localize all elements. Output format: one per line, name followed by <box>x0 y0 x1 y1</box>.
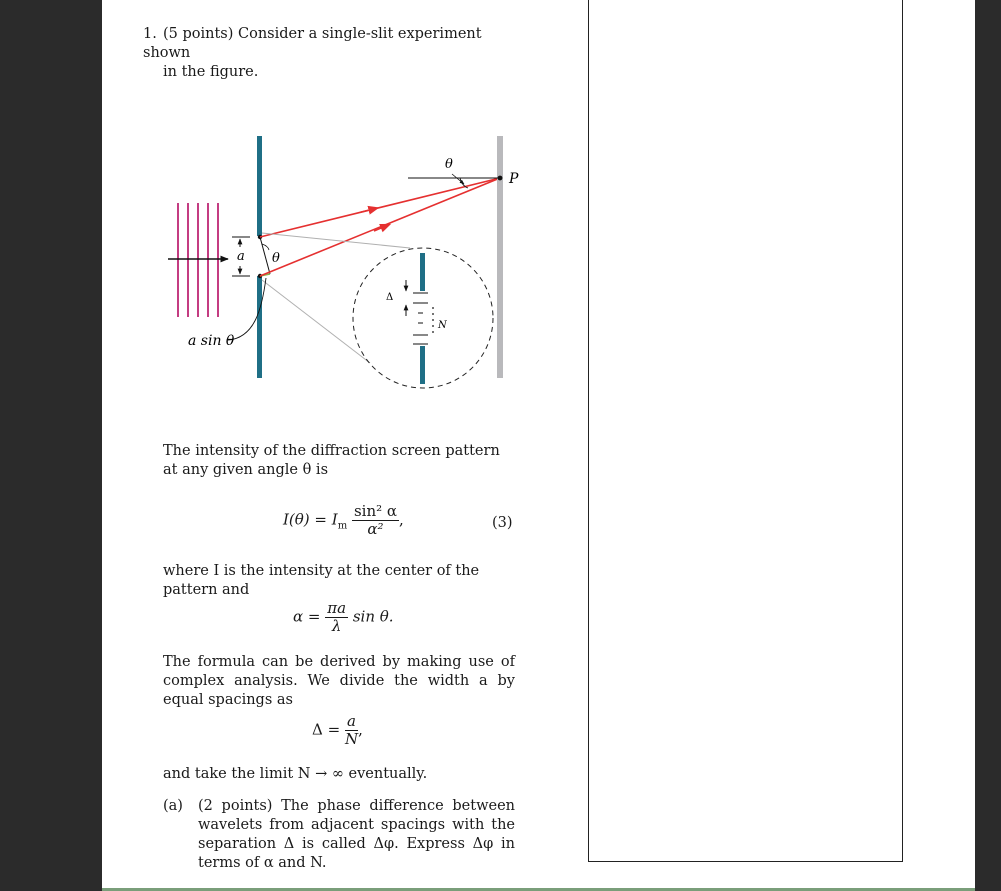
subquestion-a-label: (a) <box>163 798 183 814</box>
delta-tail: , <box>358 720 363 739</box>
zoom-guide-bottom <box>262 280 370 363</box>
equation-delta <box>312 713 363 748</box>
point-P-label: P <box>509 171 519 187</box>
delta-numerator: a <box>345 713 358 731</box>
paragraph-limit: and take the limit N → ∞ eventually. <box>163 766 428 782</box>
equation-alpha <box>293 600 394 635</box>
alpha-lhs: α = <box>293 607 321 626</box>
slit-width-label: a <box>237 249 245 264</box>
question-number: 1. <box>143 26 157 42</box>
slit-angle-label: θ <box>272 251 280 266</box>
zoom-barrier <box>420 253 425 384</box>
question-intro-line1: (5 points) Consider a single-slit experiment shown <box>143 26 482 61</box>
delta-fraction <box>345 713 358 748</box>
eq3-lhs: I(θ) = I <box>283 510 338 529</box>
equation-number-3: (3) <box>492 515 513 531</box>
eq3-tail: , <box>399 510 404 529</box>
alpha-tail: sin θ. <box>352 607 394 626</box>
alpha-denominator: λ <box>331 617 342 635</box>
single-slit-figure <box>160 128 530 398</box>
answer-box[interactable] <box>588 0 903 862</box>
eq3-denominator: α² <box>367 520 384 538</box>
paragraph-intensity: The intensity of the diffraction screen pattern at any given angle θ is <box>163 443 500 478</box>
paragraph-derivation: The formula can be derived by making use of complex analysis. We divide the width a by equal spacings as <box>163 654 515 708</box>
ray-top-arrow <box>360 209 374 213</box>
angle-pointer <box>452 174 464 184</box>
N-label: N <box>438 320 447 331</box>
equation-3 <box>283 503 404 538</box>
question-intro-line2: in the figure. <box>163 64 259 80</box>
delta-denominator: N <box>344 730 359 748</box>
screen <box>497 136 503 378</box>
alpha-numerator: πa <box>327 599 347 617</box>
eq3-numerator: sin² α <box>353 502 398 520</box>
subquestion-a <box>163 797 515 873</box>
delta-lhs: Δ = <box>312 720 341 739</box>
subquestion-a-body: (2 points) The phase difference between wavelets from adjacent spacings with the separation Δ is called Δφ. Express Δφ in terms of α and N. <box>198 798 515 871</box>
wavefronts <box>178 203 218 317</box>
paragraph-where: where I is the intensity at the center of the pattern and <box>163 563 480 598</box>
angle-label-P: θ <box>445 157 453 172</box>
asin-label: a sin θ <box>188 333 235 349</box>
alpha-fraction <box>325 600 348 635</box>
question-heading <box>143 25 533 82</box>
path-difference-line <box>260 237 270 274</box>
eq3-sub: m <box>337 520 348 532</box>
slit-barrier <box>257 136 262 378</box>
eq3-fraction <box>352 503 399 538</box>
delta-label: Δ <box>386 292 394 303</box>
zoom-dots <box>432 307 434 333</box>
